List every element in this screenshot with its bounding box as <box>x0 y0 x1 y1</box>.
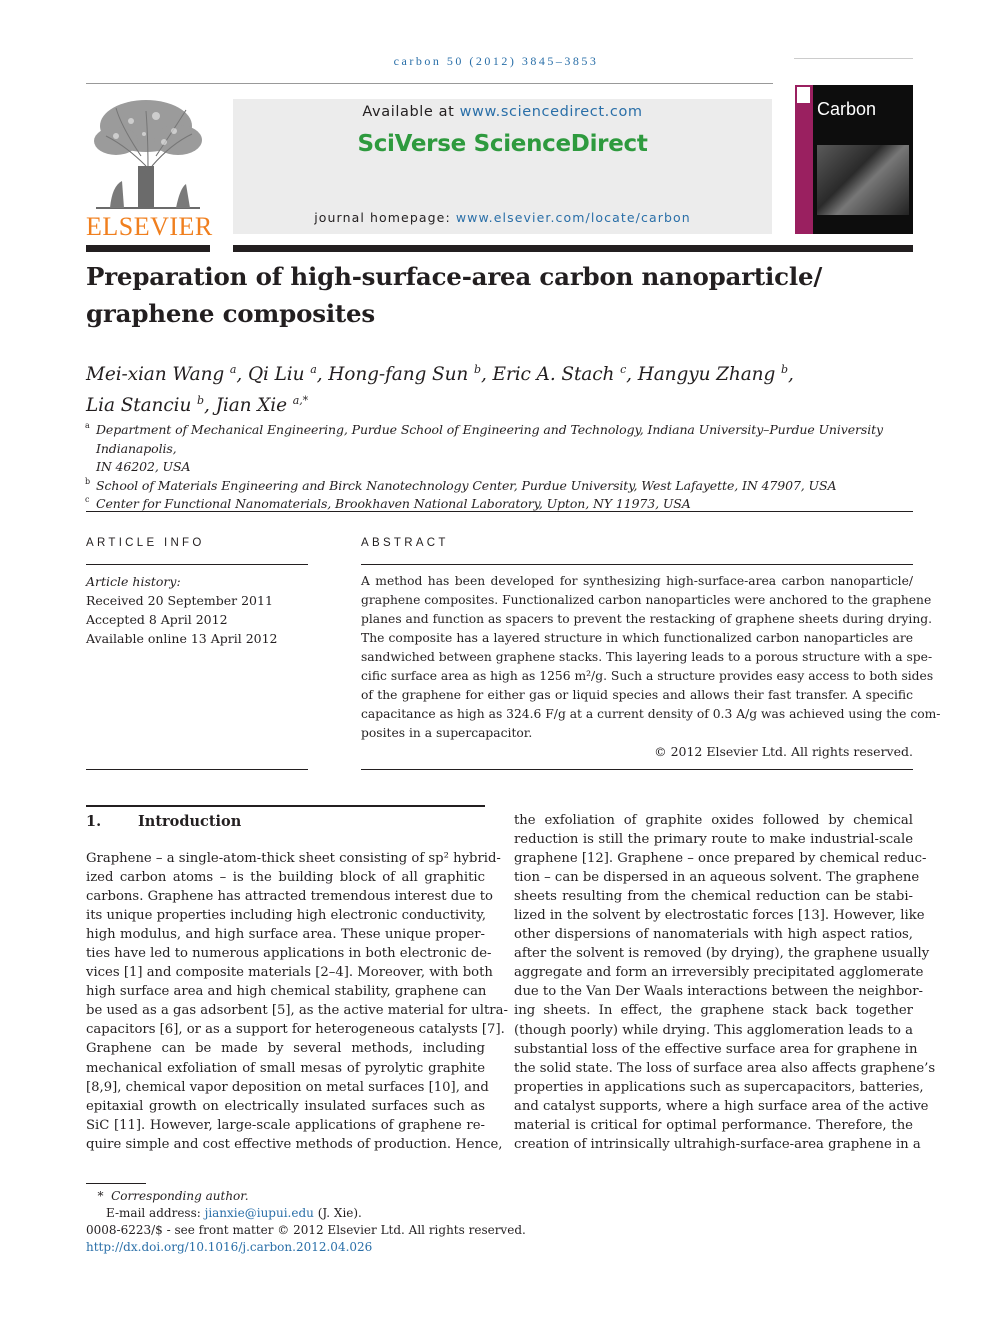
asterisk-mark: * <box>97 1189 104 1203</box>
header-divider <box>86 83 773 84</box>
abstract-line: of the graphene for either gas or liquid species and allows their fast transfer. A specific <box>361 688 913 702</box>
author-affiliation: a <box>310 363 317 376</box>
header-divider-right <box>794 58 913 59</box>
article-history <box>86 572 311 648</box>
abstract-line: cific surface area as high as 1256 m²/g. Such a structure provides easy access to both sides <box>361 669 934 683</box>
intro-heading <box>86 813 241 830</box>
affiliation-a <box>86 421 914 477</box>
abstract-line: A method has been developed for synthesizing high-surface-area carbon nanoparticle/ <box>361 574 913 588</box>
body-line: other dispersions of nanomaterials with high aspect ratios, <box>514 927 913 943</box>
copyright-notice: © 2012 Elsevier Ltd. All rights reserved. <box>654 744 913 759</box>
availability-prefix: Available at <box>362 104 460 120</box>
body-line: be used as a gas adsorbent [5], as the active material for ultra- <box>86 1003 508 1019</box>
affiliation-text: Department of Mechanical Engineering, Purdue School of Engineering and Technology, Indiana University–Purdue University Indianapolis, <box>96 422 884 456</box>
author-name[interactable]: Jian Xie <box>215 395 287 416</box>
body-line: sheets resulting from the chemical reduction can be stabi- <box>514 889 913 905</box>
body-line: lized in the solvent by electrostatic forces [13]. However, like <box>514 908 925 924</box>
email-link[interactable]: jianxie@iupui.edu <box>204 1206 314 1220</box>
title-line-1: Preparation of high-surface-area carbon nanoparticle/ <box>86 262 823 291</box>
body-line: [8,9], chemical vapor deposition on metal surfaces [10], and <box>86 1079 489 1095</box>
abstract-body <box>361 572 941 743</box>
availability-line <box>233 104 772 120</box>
author-affiliation: b <box>474 363 481 376</box>
affiliation-text-cont: IN 46202, USA <box>96 459 191 474</box>
author-separator: , <box>787 364 794 385</box>
body-line: vices [1] and composite materials [2–4]. Moreover, with both <box>86 965 493 981</box>
author-separator: , <box>316 364 329 385</box>
abstract-line: sandwiched between graphene stacks. This layering leads to a porous structure with a spe- <box>361 650 933 664</box>
author-separator: , <box>236 364 248 385</box>
author-affiliation: a <box>229 363 237 376</box>
body-line: ized carbon atoms – is the building block of all graphitic <box>86 870 485 886</box>
abstract-line: The composite has a layered structure in which functionalized carbon nanoparticles are <box>361 631 913 645</box>
body-line: due to the Van Der Waals interactions between the neighbor- <box>514 984 923 1000</box>
body-line: quire simple and cost effective methods of production. Hence, <box>86 1136 503 1152</box>
body-line: high surface area and high chemical stability, graphene can <box>86 984 487 1000</box>
affiliation-text: Center for Functional Nanomaterials, Brookhaven National Laboratory, Upton, NY 11973, USA <box>96 496 691 511</box>
author-line-1 <box>86 357 916 388</box>
abstract-line: capacitance as high as 324.6 F/g at a current density of 0.3 A/g was achieved using the com- <box>361 707 941 721</box>
body-column-left <box>86 849 508 1154</box>
body-line: tion – can be dispersed in an aqueous solvent. The graphene <box>514 870 920 886</box>
body-line: (though poorly) while drying. This agglomeration leads to a <box>514 1022 913 1038</box>
author-name: Hong-fang Sun <box>328 364 469 385</box>
homepage-prefix: journal homepage: <box>314 210 456 225</box>
history-label: Article history: <box>86 574 181 589</box>
journal-homepage-line <box>233 210 772 225</box>
cover-image <box>817 145 909 215</box>
corresponding-label: Corresponding author. <box>111 1189 249 1203</box>
affiliation-text: School of Materials Engineering and Birck Nanotechnology Center, Purdue University, West Lafayette, IN 47907, USA <box>96 477 837 493</box>
received-date: Received 20 September 2011 <box>86 593 273 608</box>
sciencedirect-link[interactable]: www.sciencedirect.com <box>459 104 643 120</box>
footnote-rule <box>86 1183 146 1184</box>
author-list <box>86 357 916 419</box>
body-line: creation of intrinsically ultrahigh-surface-area graphene in a <box>514 1136 921 1152</box>
article-info-rule <box>86 564 308 565</box>
body-line: mechanical exfoliation of small mesas of pyrolytic graphite <box>86 1060 485 1076</box>
author-name: Hangyu Zhang <box>637 364 776 385</box>
abstract-line: posites in a supercapacitor. <box>361 726 533 740</box>
header-rule <box>233 245 913 252</box>
section-number: 1. <box>86 813 102 830</box>
email-label: E-mail address: <box>106 1206 205 1220</box>
author-separator: , <box>626 364 638 385</box>
body-line: reduction is still the primary route to make industrial-scale <box>514 832 913 848</box>
abstract-rule <box>361 564 913 565</box>
affiliation-key: c <box>85 495 90 504</box>
body-column-right <box>514 811 936 1154</box>
author-line-2 <box>86 388 916 419</box>
abstract-rule-bottom <box>361 769 913 770</box>
body-line: capacitors [6], or as a support for heterogeneous catalysts [7]. <box>86 1022 505 1038</box>
elsevier-logo-text: ELSEVIER <box>86 212 213 241</box>
doi-line <box>86 1239 686 1256</box>
body-line: epitaxial growth on electrically insulated surfaces such as <box>86 1098 485 1114</box>
header-rule-left <box>86 245 210 252</box>
body-line: Graphene – a single-atom-thick sheet consisting of sp² hybrid- <box>86 851 501 866</box>
article-info-rule-bottom <box>86 769 308 770</box>
body-line: after the solvent is removed (by drying), the graphene usually <box>514 946 930 962</box>
body-line: and catalyst supports, where a high surface area of the active <box>514 1098 929 1114</box>
body-line: its unique properties including high electronic conductivity, <box>86 908 487 924</box>
body-line: ing sheets. In effect, the graphene stack back together <box>514 1003 913 1019</box>
body-line: Graphene can be made by several methods, including <box>86 1041 485 1057</box>
author-name: Lia Stanciu <box>86 395 192 416</box>
author-affiliation: b <box>197 394 204 407</box>
affiliation-key: b <box>85 476 91 486</box>
journal-cover <box>795 85 913 234</box>
intro-rule <box>86 805 485 807</box>
author-affiliation: b <box>781 363 788 376</box>
email-suffix: (J. Xie). <box>313 1206 362 1220</box>
cover-thumb <box>797 87 810 103</box>
affiliation-b <box>86 477 914 496</box>
article-info-heading: ARTICLE INFO <box>86 537 205 549</box>
body-line: the exfoliation of graphite oxides followed by chemical <box>514 813 913 828</box>
body-line: aggregate and form an irreversibly precipitated agglomerate <box>514 965 924 981</box>
author-separator: , <box>204 395 216 416</box>
body-line: the solid state. The loss of surface area also affects graphene’s <box>514 1060 936 1076</box>
author-name: Mei-xian Wang <box>86 364 225 385</box>
author-name: Qi Liu <box>247 364 305 385</box>
affiliation-key: a <box>85 421 90 430</box>
running-head: carbon 50 (2012) 3845–3853 <box>393 54 599 68</box>
sciverse-logo: SciVerse ScienceDirect <box>357 131 648 157</box>
body-line: properties in applications such as supercapacitors, batteries, <box>514 1079 924 1095</box>
body-line: substantial loss of the effective surface area for graphene in <box>514 1041 918 1057</box>
cover-title: Carbon <box>817 99 877 119</box>
body-line: material is critical for optimal performance. Therefore, the <box>514 1117 913 1133</box>
body-line: high modulus, and high surface area. These unique proper- <box>86 927 485 943</box>
author-separator: , <box>480 364 493 385</box>
affiliations <box>86 421 914 514</box>
abstract-heading: ABSTRACT <box>361 537 449 549</box>
footnotes <box>86 1188 686 1256</box>
email-note <box>86 1205 686 1222</box>
online-date: Available online 13 April 2012 <box>86 631 278 646</box>
corresponding-note <box>86 1188 686 1205</box>
section-title: Introduction <box>138 813 242 830</box>
accepted-date: Accepted 8 April 2012 <box>86 612 228 627</box>
homepage-link[interactable]: www.elsevier.com/locate/carbon <box>455 210 691 225</box>
issn-line: 0008-6223/$ - see front matter © 2012 Elsevier Ltd. All rights reserved. <box>86 1223 526 1237</box>
body-line: SiC [11]. However, large-scale applications of graphene re- <box>86 1117 485 1133</box>
doi-link[interactable]: http://dx.doi.org/10.1016/j.carbon.2012.04.026 <box>86 1240 373 1254</box>
author-affiliation: a,* <box>292 394 309 407</box>
title-line-2: graphene composites <box>86 299 376 328</box>
author-name: Eric A. Stach <box>492 364 615 385</box>
body-line: graphene [12]. Graphene – once prepared by chemical reduc- <box>514 851 927 867</box>
author-affiliation: c <box>620 363 627 376</box>
body-line: ties have led to numerous applications in both electronic de- <box>86 946 492 962</box>
body-line: carbons. Graphene has attracted tremendous interest due to <box>86 889 493 905</box>
article-title <box>86 258 906 332</box>
section-divider <box>86 511 913 512</box>
abstract-line: graphene composites. Functionalized carbon nanoparticles were anchored to the graphene <box>361 593 932 607</box>
abstract-line: planes and function as spacers to prevent the restacking of graphene sheets during drying. <box>361 612 933 626</box>
